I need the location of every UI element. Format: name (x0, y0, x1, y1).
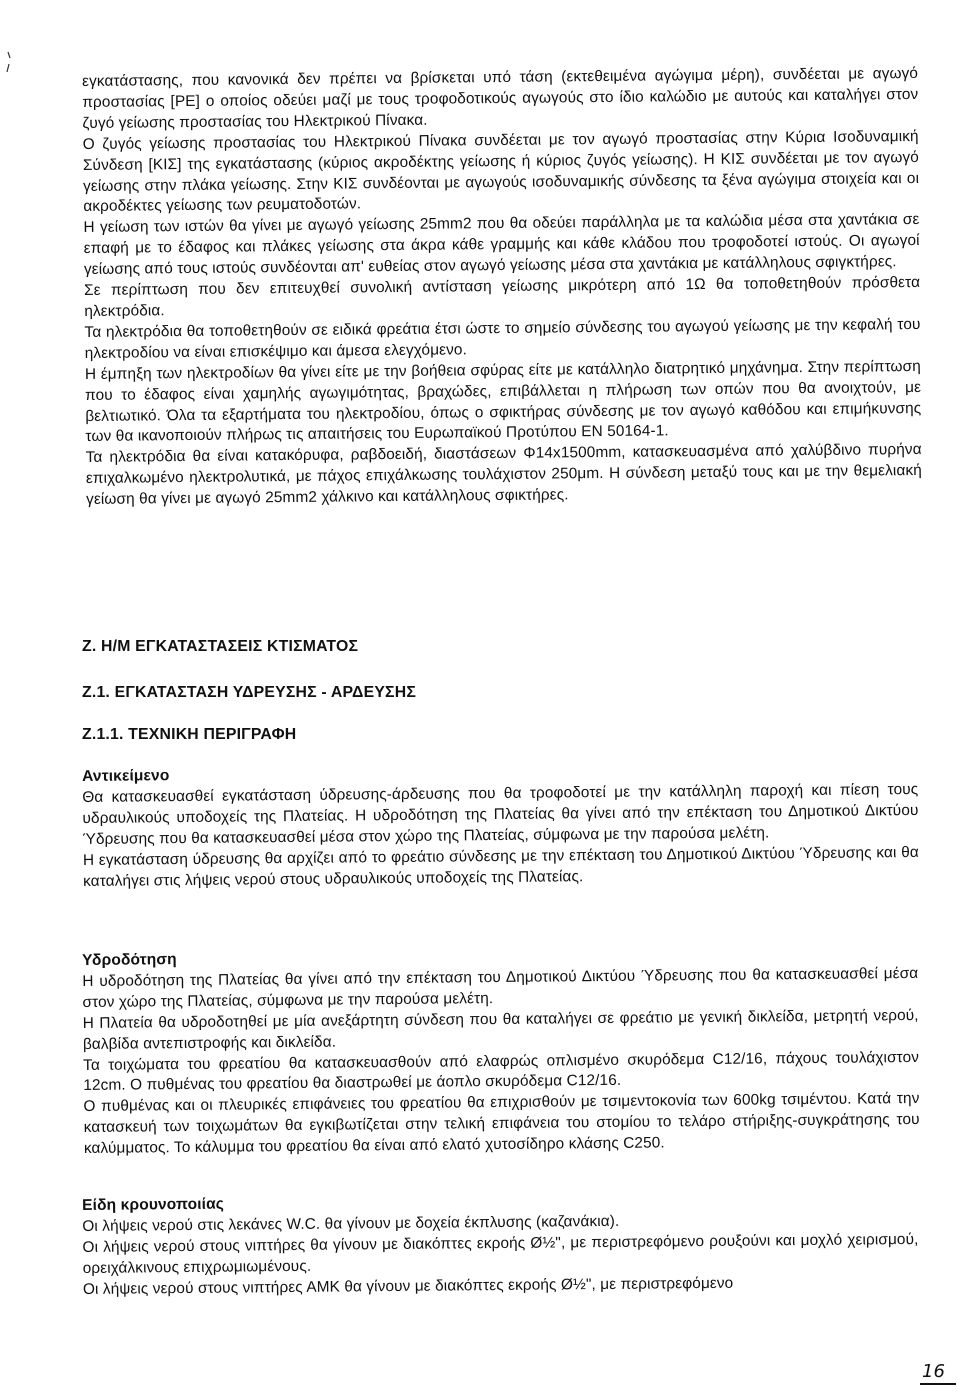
paragraph: Η γείωση των ιστών θα γίνει με αγωγό γείωσης 25mm2 που θα οδεύει παράλληλα με τα καλώδια μέσα στα χαντάκια σε επαφή με το έδαφος και πλάκες γείωσης στα άκρα κάθε γραμμής και κάθε κλάδου που τροφοδοτεί ιστούς. Οι αγωγοί γείωσης από τους ιστούς συνδέονται απ' ευθείας στον αγωγό γείωσης μέσα στα χαντάκια με κατάλληλους σφιγκτήρες. (83, 211, 920, 279)
paragraph: Οι λήψεις νερού στους νιπτήρες ΑΜΚ θα γίνουν με διακόπτες εκροής Ø½", με περιστρεφόμενο (82, 1274, 734, 1298)
section-heading: Ζ. Η/Μ ΕΓΚΑΤΑΣΤΑΣΕΙΣ ΚΤΙΣΜΑΤΟΣ (82, 638, 359, 655)
paragraph: εγκατάστασης, που κανονικά δεν πρέπει να βρίσκεται υπό τάση (εκτεθειμένα αγώγιμα μέρη), συνδέεται με αγωγό προστασίας [PE] ο οποίος οδεύει μαζί με τους τροφοδοτικούς αγωγούς στο ίδιο καλώδιο με αυτούς και καταλήγει στον ζυγό γείωσης προστασίας του Ηλεκτρικού Πίνακα. (82, 64, 919, 132)
subsection-heading: Ζ.1. ΕΓΚΑΤΑΣΤΑΣΗ ΥΔΡΕΥΣΗΣ - ΑΡΔΕΥΣΗΣ (82, 684, 417, 701)
eidi-title: Είδη κρουνοποιίας (82, 1195, 225, 1214)
eidi-krounopoiias-section (82, 1188, 919, 1301)
page-number: 16 (922, 1361, 945, 1382)
paragraph: Η Πλατεία θα υδροδοτηθεί με μία ανεξάρτητη σύνδεση που θα καταλήγει σε φρεάτιο με γενική δικλείδα, μετρητή νερού, βαλβίδα αντεπιστροφής και δικλείδα. (82, 1006, 919, 1053)
paragraph: Οι λήψεις νερού στις λεκάνες W.C. θα γίνουν με δοχεία έκπλυσης (καζανάκια). (82, 1212, 620, 1235)
scan-margin-mark (0, 50, 14, 78)
paragraph: Ο πυθμένας και οι πλευρικές επιφάνειες του φρεατίου θα επιχρισθούν με τσιμεντοκονία των 600kg τσιμέντου. Κατά την κατασκευή των τοιχωμάτων θα εγκιβωτίζεται στην τελική επιφάνεια του στομίου το τελάρο στήριξης-συγκράτησης του καλύμματος. Το κάλυμμα του φρεατίου θα είναι από ελατό χυτοσίδηρο κλάσης C250. (83, 1090, 920, 1158)
subsubsection-heading: Ζ.1.1. ΤΕΧΝΙΚΗ ΠΕΡΙΓΡΑΦΗ (82, 726, 297, 743)
paragraph: Τα τοιχώματα του φρεατίου θα κατασκευασθούν από ελαφρώς οπλισμένο σκυρόδεμα C12/16, πάχους τουλάχιστον 12cm. Ο πυθμένας του φρεατίου θα διαστρωθεί με άοπλο σκυρόδεμα C12/16. (83, 1048, 920, 1095)
paragraph: Τα ηλεκτρόδια θα είναι κατακόρυφα, ραβδοειδή, διαστάσεων Φ14x1500mm, κατασκευασμένα από χαλύβδινο πυρήνα επιχαλκωμένο ηλεκτρολυτικά, με πάχος επιχάλκωσης τουλάχιστον 250μm. Η σύνδεση μεταξύ τους και με την θεμελιακή γείωση θα γίνει με αγωγό 25mm2 χάλκινο και κατάλληλους σφικτήρες. (85, 441, 922, 509)
antikeimeno-section (82, 759, 919, 892)
ydrodotisi-section (82, 943, 920, 1160)
paragraph: Θα κατασκευασθεί εγκατάσταση ύδρευσης-άρδευσης που θα τροφοδοτεί με την κατάλληλη παροχή και πίεση τους υδραυλικούς υποδοχείς της Πλατείας. Η υδροδότηση της Πλατείας θα γίνει από την επέκταση του Δημοτικού Δικτύου Ύδρευσης που θα κατασκευασθεί μέσα στον χώρο της Πλατείας, σύμφωνα με την παρούσα μελέτη. (82, 780, 919, 848)
page-number-underline (920, 1383, 956, 1385)
paragraph: Η εγκατάσταση ύδρευσης θα αρχίζει από το φρεάτιο σύνδεσης με την επέκταση του Δημοτικού Δικτύου Ύδρευσης και θα καταλήγει στις λήψεις νερού στους υδραυλικούς υποδοχείς της Πλατείας. (82, 843, 919, 890)
paragraph: Ο ζυγός γείωσης προστασίας του Ηλεκτρικού Πίνακα συνδέεται με τον αγωγό προστασίας στην Κύρια Ισοδυναμική Σύνδεση [ΚΙΣ] της εγκατάστασης (κύριος ακροδέκτης γείωσης ή κύριος ζυγός γείωσης). Η ΚΙΣ συνδέεται με τον αγωγό γείωσης στην πλάκα γείωσης. Στην ΚΙΣ συνδέονται με αγωγούς ισοδυναμικής σύνδεσης τα ξένα αγώγιμα στοιχεία και οι ακροδέκτες γείωσης των ρευματοδοτών. (82, 127, 920, 216)
paragraph: Σε περίπτωση που δεν επιτευχθεί συνολική αντίσταση γείωσης μικρότερη από 1Ω θα τοποθετηθούν πρόσθετα ηλεκτρόδια. (84, 274, 921, 320)
antikeimeno-title: Αντικείμενο (82, 767, 170, 785)
paragraph: Η υδροδότηση της Πλατείας θα γίνει από την επέκταση του Δημοτικού Δικτύου Ύδρευσης που θα κατασκευασθεί μέσα στον χώρο της Πλατείας, σύμφωνα με την παρούσα μελέτη. (82, 964, 919, 1011)
paragraph: Τα ηλεκτρόδια θα τοποθετηθούν σε ειδικά φρεάτια έτσι ώστε το σημείο σύνδεσης του αγωγού γείωσης με την κεφαλή του ηλεκτροδίου να είναι επισκέψιμο και άμεσα ελεγχόμενο. (84, 315, 921, 362)
grounding-section-text (82, 64, 922, 511)
paragraph: Η έμπηξη των ηλεκτροδίων θα γίνει είτε με την βοήθεια σφύρας είτε με κατάλληλο διατρητικό μηχάνημα. Στην περίπτωση που το έδαφος είναι χαμηλής αγωγιμότητας, βραχώδες, επιβάλλεται η πλήρωση των οπών που θα ανοιχτούν, με βελτιωτικό. Όλα τα εξαρτήματα του ηλεκτροδίου, όπως ο σφικτήρας σύνδεσης με τον αγωγό καθόδου και επιμήκυνσης των θα ικανοποιούν πλήρως τις απαιτήσεις του Ευρωπαϊκού Προτύπου ΕΝ 50164-1. (84, 357, 922, 446)
paragraph: Οι λήψεις νερού στους νιπτήρες θα γίνουν με διακόπτες εκροής Ø½", με περιστρεφόμενο ρουξούνι και μοχλό χειρισμού, ορειχάλκινους επιχρωμιωμένους. (82, 1230, 919, 1277)
ydrodotisi-title: Υδροδότηση (82, 951, 177, 969)
